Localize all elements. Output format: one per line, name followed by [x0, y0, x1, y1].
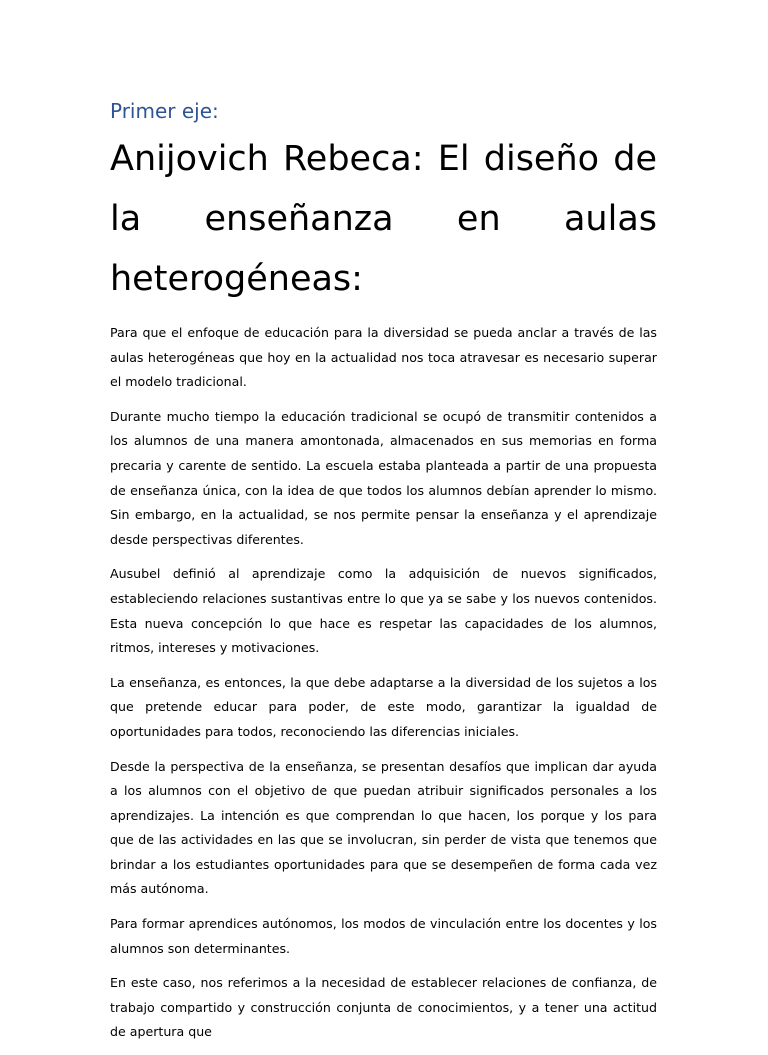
document-body — [110, 96, 657, 1055]
paragraph: Ausubel definió al aprendizaje como la adquisición de nuevos significados, estableciendo relaciones sustantivas entre lo que ya se sabe y los nuevos contenidos. Esta nueva concepción lo que hace es respetar las capacidades de los alumnos, ritmos, intereses y motivaciones. — [110, 566, 657, 656]
paragraph: La enseñanza, es entonces, la que debe adaptarse a la diversidad de los sujetos a los que pretende educar para poder, de este modo, garantizar la igualdad de oportunidades para todos, reconociendo las diferencias iniciales. — [110, 674, 657, 739]
paragraph: Desde la perspectiva de la enseñanza, se presentan desafíos que implican dar ayuda a los alumnos con el objetivo de que puedan atribuir significados personales a los aprendizajes. La intención es que comprendan lo que hacen, los porque y los para que de las actividades en las que se involucran, sin perder de vista que tenemos que brindar a los estudiantes oportunidades para que se desempeñen de forma cada vez más autónoma. — [110, 758, 657, 897]
paragraph: Para formar aprendices autónomos, los modos de vinculación entre los docentes y los alumnos son determinantes. — [110, 916, 657, 956]
paragraph: En este caso, nos referimos a la necesidad de establecer relaciones de confianza, de trabajo compartido y construcción conjunta de conocimientos, y a tener una actitud de apertura que — [110, 975, 657, 1040]
paragraph: Para que el enfoque de educación para la diversidad se pueda anclar a través de las aulas heterogéneas que hoy en la actualidad nos toca atravesar es necesario superar el modelo tradicional. — [110, 325, 657, 390]
paragraph: Durante mucho tiempo la educación tradicional se ocupó de transmitir contenidos a los alumnos de una manera amontonada, almacenados en sus memorias en forma precaria y carente de sentido. La escuela estaba planteada a partir de una propuesta de enseñanza única, con la idea de que todos los alumnos debían aprender lo mismo. Sin embargo, en la actualidad, se nos permite pensar la enseñanza y el aprendizaje desde perspectivas diferentes. — [110, 408, 657, 547]
document-title: Anijovich Rebeca: El diseño de la enseñanza en aulas heterogéneas: — [110, 139, 657, 299]
section-label: Primer eje: — [110, 99, 219, 123]
